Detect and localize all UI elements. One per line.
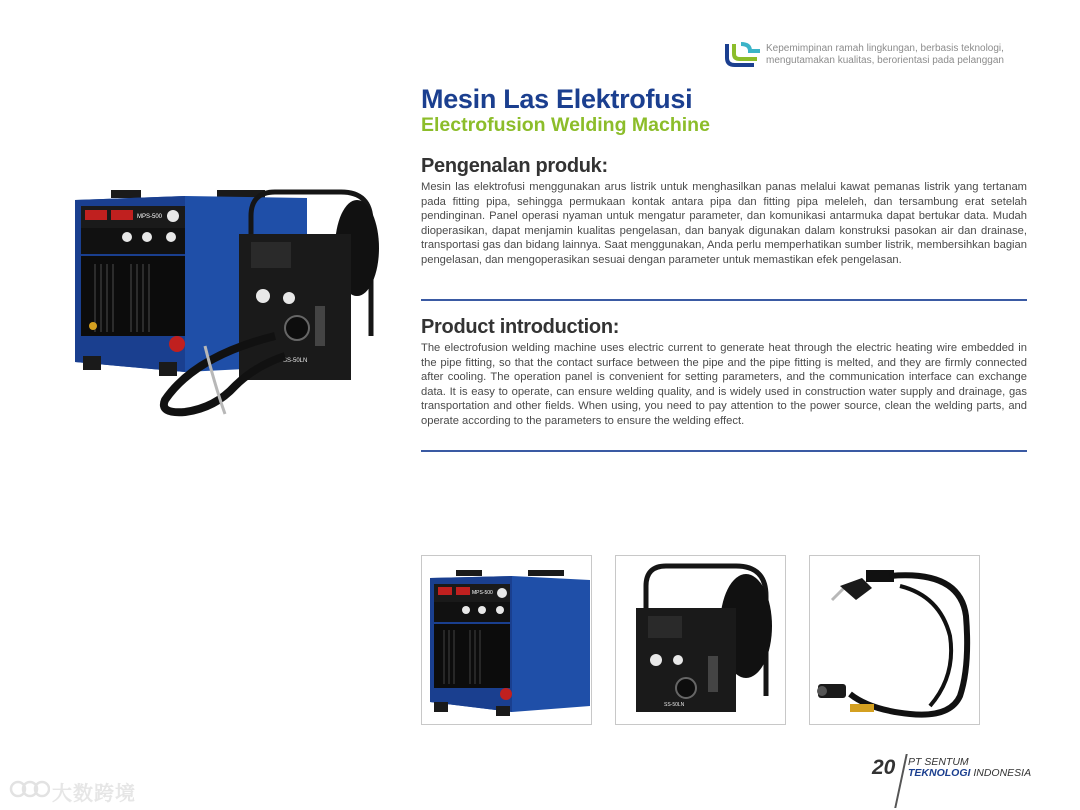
page-number: 20 <box>872 756 896 779</box>
tagline-line-1: Kepemimpinan ramah lingkungan, berbasis teknologi, <box>766 43 1004 54</box>
machine-model-label: MPS-500 <box>472 590 493 596</box>
company-name-line-2 <box>908 767 1031 779</box>
product-main-image <box>75 186 387 422</box>
wire-feeder-image <box>616 556 785 724</box>
thumbnail-welding-torch <box>809 555 980 725</box>
title-indonesian: Mesin Las Elektrofusi <box>421 84 693 114</box>
section-heading-english: Product introduction: <box>421 316 620 338</box>
company-name-line-1: PT SENTUM <box>908 756 969 768</box>
company-name-bold: TEKNOLOGI <box>908 767 971 779</box>
section-text-english: The electrofusion welding machine uses electric current to generate heat through the electric heating wire embedded in the pipe fitting, so that the contact surface between the pipe and the pipe fitting is melted, and they are firmly connected after cooling. The operation panel is convenient for setting parameters, and the communication interface can exchange data. It is easy to operate, can ensure welding quality, and is widely used in construction water supply and drainage, gas transportation and other fields. When using, you need to pay attention to the power source, clean the welding parts, and operate according to the parameters to ensure the welding effect. <box>421 342 1027 427</box>
company-logo-icon <box>724 40 762 68</box>
divider <box>421 450 1027 452</box>
watermark-logo-icon <box>8 778 50 800</box>
machine-model-label: MPS-500 <box>137 214 163 220</box>
welding-torch-image <box>810 556 979 724</box>
thumbnail-wire-feeder <box>615 555 786 725</box>
footer-divider <box>894 754 907 808</box>
tagline <box>766 43 1066 67</box>
power-unit-image <box>422 556 591 724</box>
feeder-model-label: SS-50LN <box>283 358 308 364</box>
watermark-text: 大数跨境 <box>52 783 136 805</box>
title-english: Electrofusion Welding Machine <box>421 114 710 136</box>
divider <box>421 299 1027 301</box>
section-text-indonesian: Mesin las elektrofusi menggunakan arus listrik untuk menghasilkan panas melalui kawat pemanas listrik yang tertanam pada fitting pipa, sehingga permukaan kontak antara pipa dan fitting pipa meleleh, dan tersambung erat setelah pendinginan. Panel operasi nyaman untuk mengatur parameter, dan komunikasi antarmuka dapat bertukar data. Mudah dioperasikan, dapat menjamin kualitas pengelasan, dan banyak digunakan dalam konstruksi pasokan air dan drainase, transportasi gas dan bidang lainnya. Saat menggunakan, Anda perlu memperhatikan sumber listrik, membersihkan bagian pengelasan, dan mengoperasikan sesuai dengan parameter untuk memastikan efek pengelasan. <box>421 181 1027 266</box>
thumbnail-power-unit <box>421 555 592 725</box>
feeder-model-label: SS-50LN <box>664 702 685 708</box>
tagline-line-2: mengutamakan kualitas, berorientasi pada pelanggan <box>766 55 1004 66</box>
company-name-rest: INDONESIA <box>970 767 1032 779</box>
section-heading-indonesian: Pengenalan produk: <box>421 155 608 177</box>
